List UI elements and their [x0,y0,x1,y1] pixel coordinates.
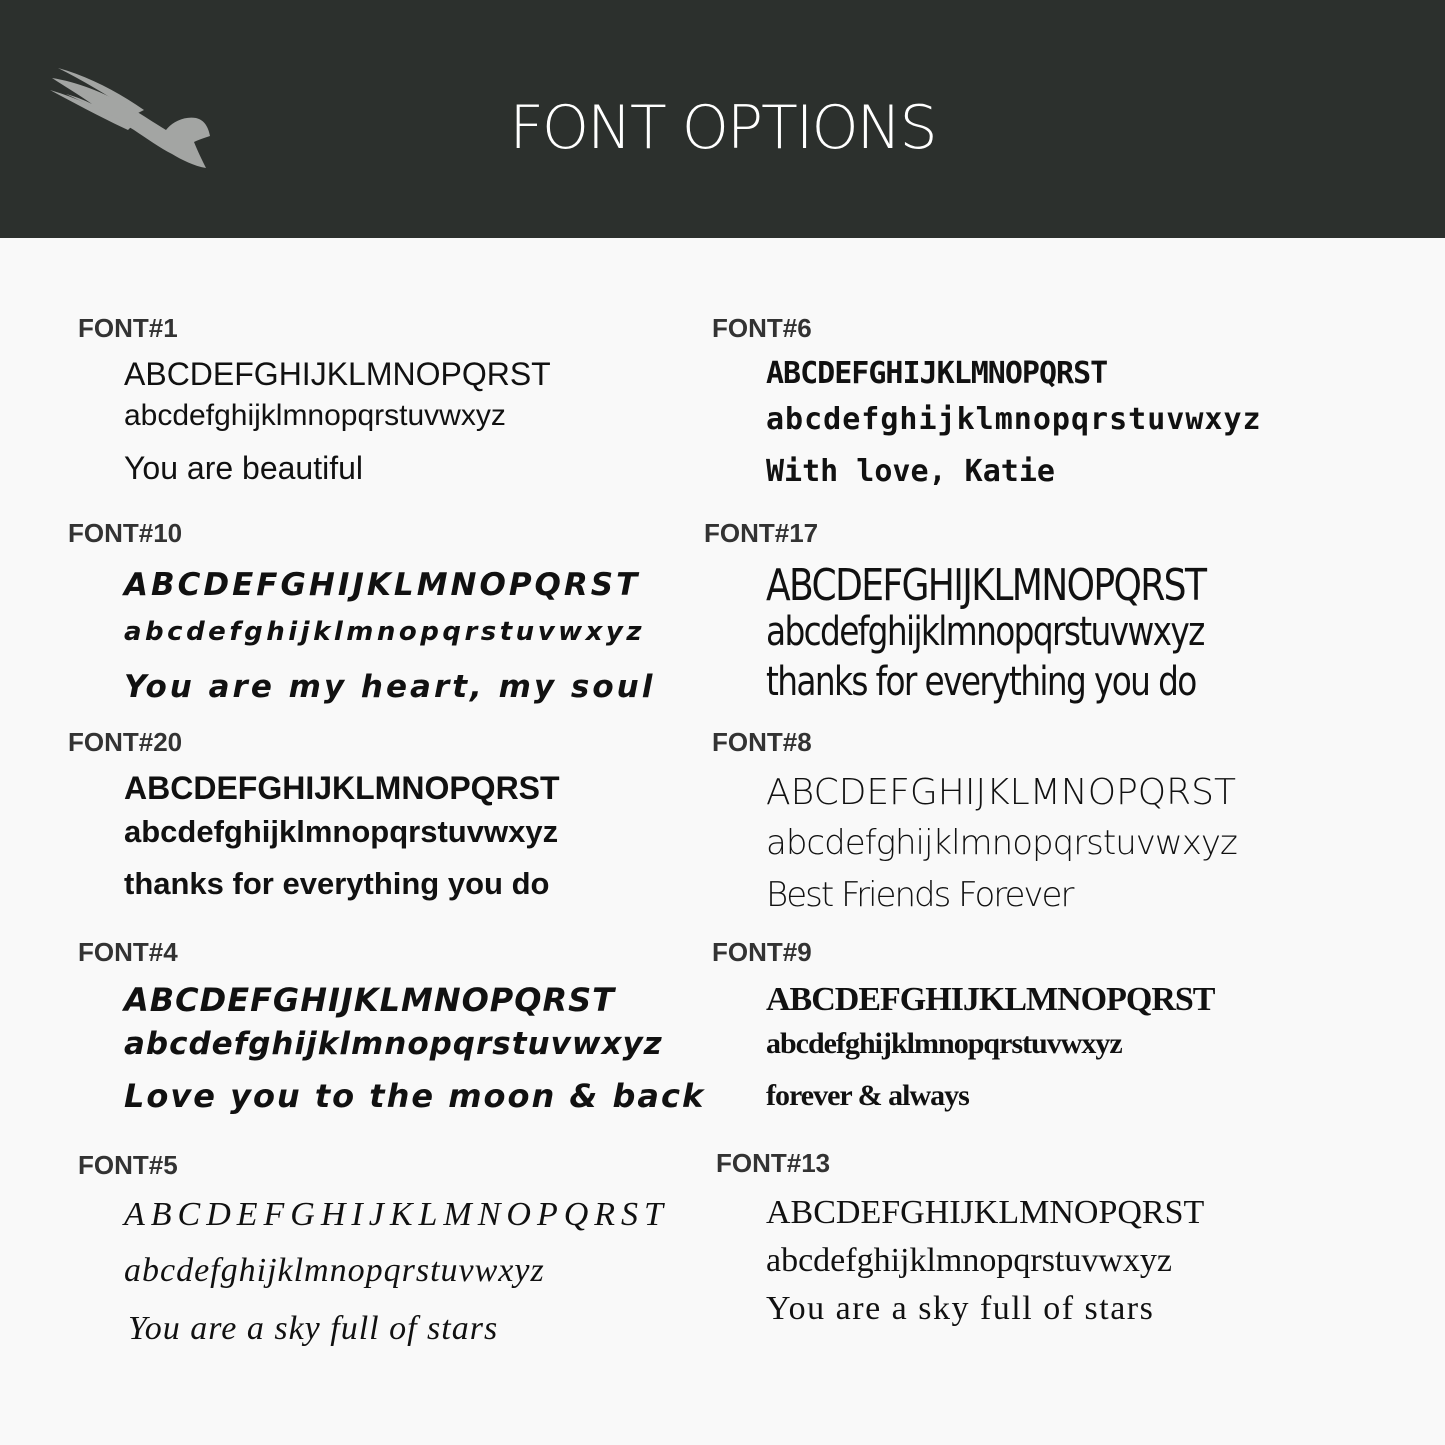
lowercase-sample: abcdefghijklmnopqrstuvwxyz [124,1252,545,1289]
phrase-sample: You are a sky full of stars [128,1310,499,1347]
lowercase-sample: abcdefghijklmnopqrstuvwxyz [766,609,1204,655]
phrase-sample: thanks for everything you do [766,659,1196,705]
font-label: FONT#20 [68,727,183,757]
uppercase-sample: ABCDEFGHIJKLMNOPQRST [766,356,1108,391]
phrase-sample: Love you to the moon & back [124,1077,706,1115]
uppercase-sample: ABCDEFGHIJKLMNOPQRST [766,1194,1205,1231]
uppercase-sample: ABCDEFGHIJKLMNOPQRST [124,1196,669,1233]
font-label: FONT#4 [78,937,178,967]
uppercase-sample: ABCDEFGHIJKLMNOPQRST [766,772,1236,813]
uppercase-sample: ABCDEFGHIJKLMNOPQRST [124,567,641,603]
page-title: FONT OPTIONS [509,93,936,163]
lowercase-sample: abcdefghijklmnopqrstuvwxyz [766,1242,1173,1279]
font-label: FONT#10 [68,518,183,548]
header-banner [0,0,1445,238]
font-label: FONT#1 [78,313,178,343]
phrase-sample: You are a sky full of stars [766,1290,1155,1327]
phrase-sample: You are beautiful [124,450,364,486]
font-label: FONT#9 [712,937,812,967]
font-label: FONT#6 [712,313,812,343]
lowercase-sample: abcdefghijklmnopqrstuvwxyz [766,402,1262,437]
uppercase-sample: ABCDEFGHIJKLMNOPQRST [124,770,560,806]
lowercase-sample: abcdefghijklmnopqrstuvwxyz [124,814,559,849]
phrase-sample: With love, Katie [766,454,1055,489]
phrase-sample: forever & always [766,1079,969,1112]
uppercase-sample: ABCDEFGHIJKLMNOPQRST [124,356,551,392]
lowercase-sample: abcdefghijklmnopqrstuvwxyz [766,823,1237,863]
lowercase-sample: abcdefghijklmnopqrstuvwxyz [766,1027,1122,1060]
phrase-sample: Best Friends Forever [766,875,1073,915]
phrase-sample: You are my heart, my soul [124,669,656,705]
phrase-sample: thanks for everything you do [124,866,550,901]
lowercase-sample: abcdefghijklmnopqrstuvwxyz [124,399,506,432]
font-label: FONT#5 [78,1150,178,1180]
lowercase-sample: abcdefghijklmnopqrstuvwxyz [124,617,646,647]
font-label: FONT#17 [704,518,819,548]
uppercase-sample: ABCDEFGHIJKLMNOPQRST [766,981,1215,1018]
font-label: FONT#13 [716,1148,831,1178]
lowercase-sample: abcdefghijklmnopqrstuvwxyz [124,1026,663,1062]
font-label: FONT#8 [712,727,812,757]
uppercase-sample: ABCDEFGHIJKLMNOPQRST [124,981,615,1019]
uppercase-sample: ABCDEFGHIJKLMNOPQRST [766,560,1206,611]
